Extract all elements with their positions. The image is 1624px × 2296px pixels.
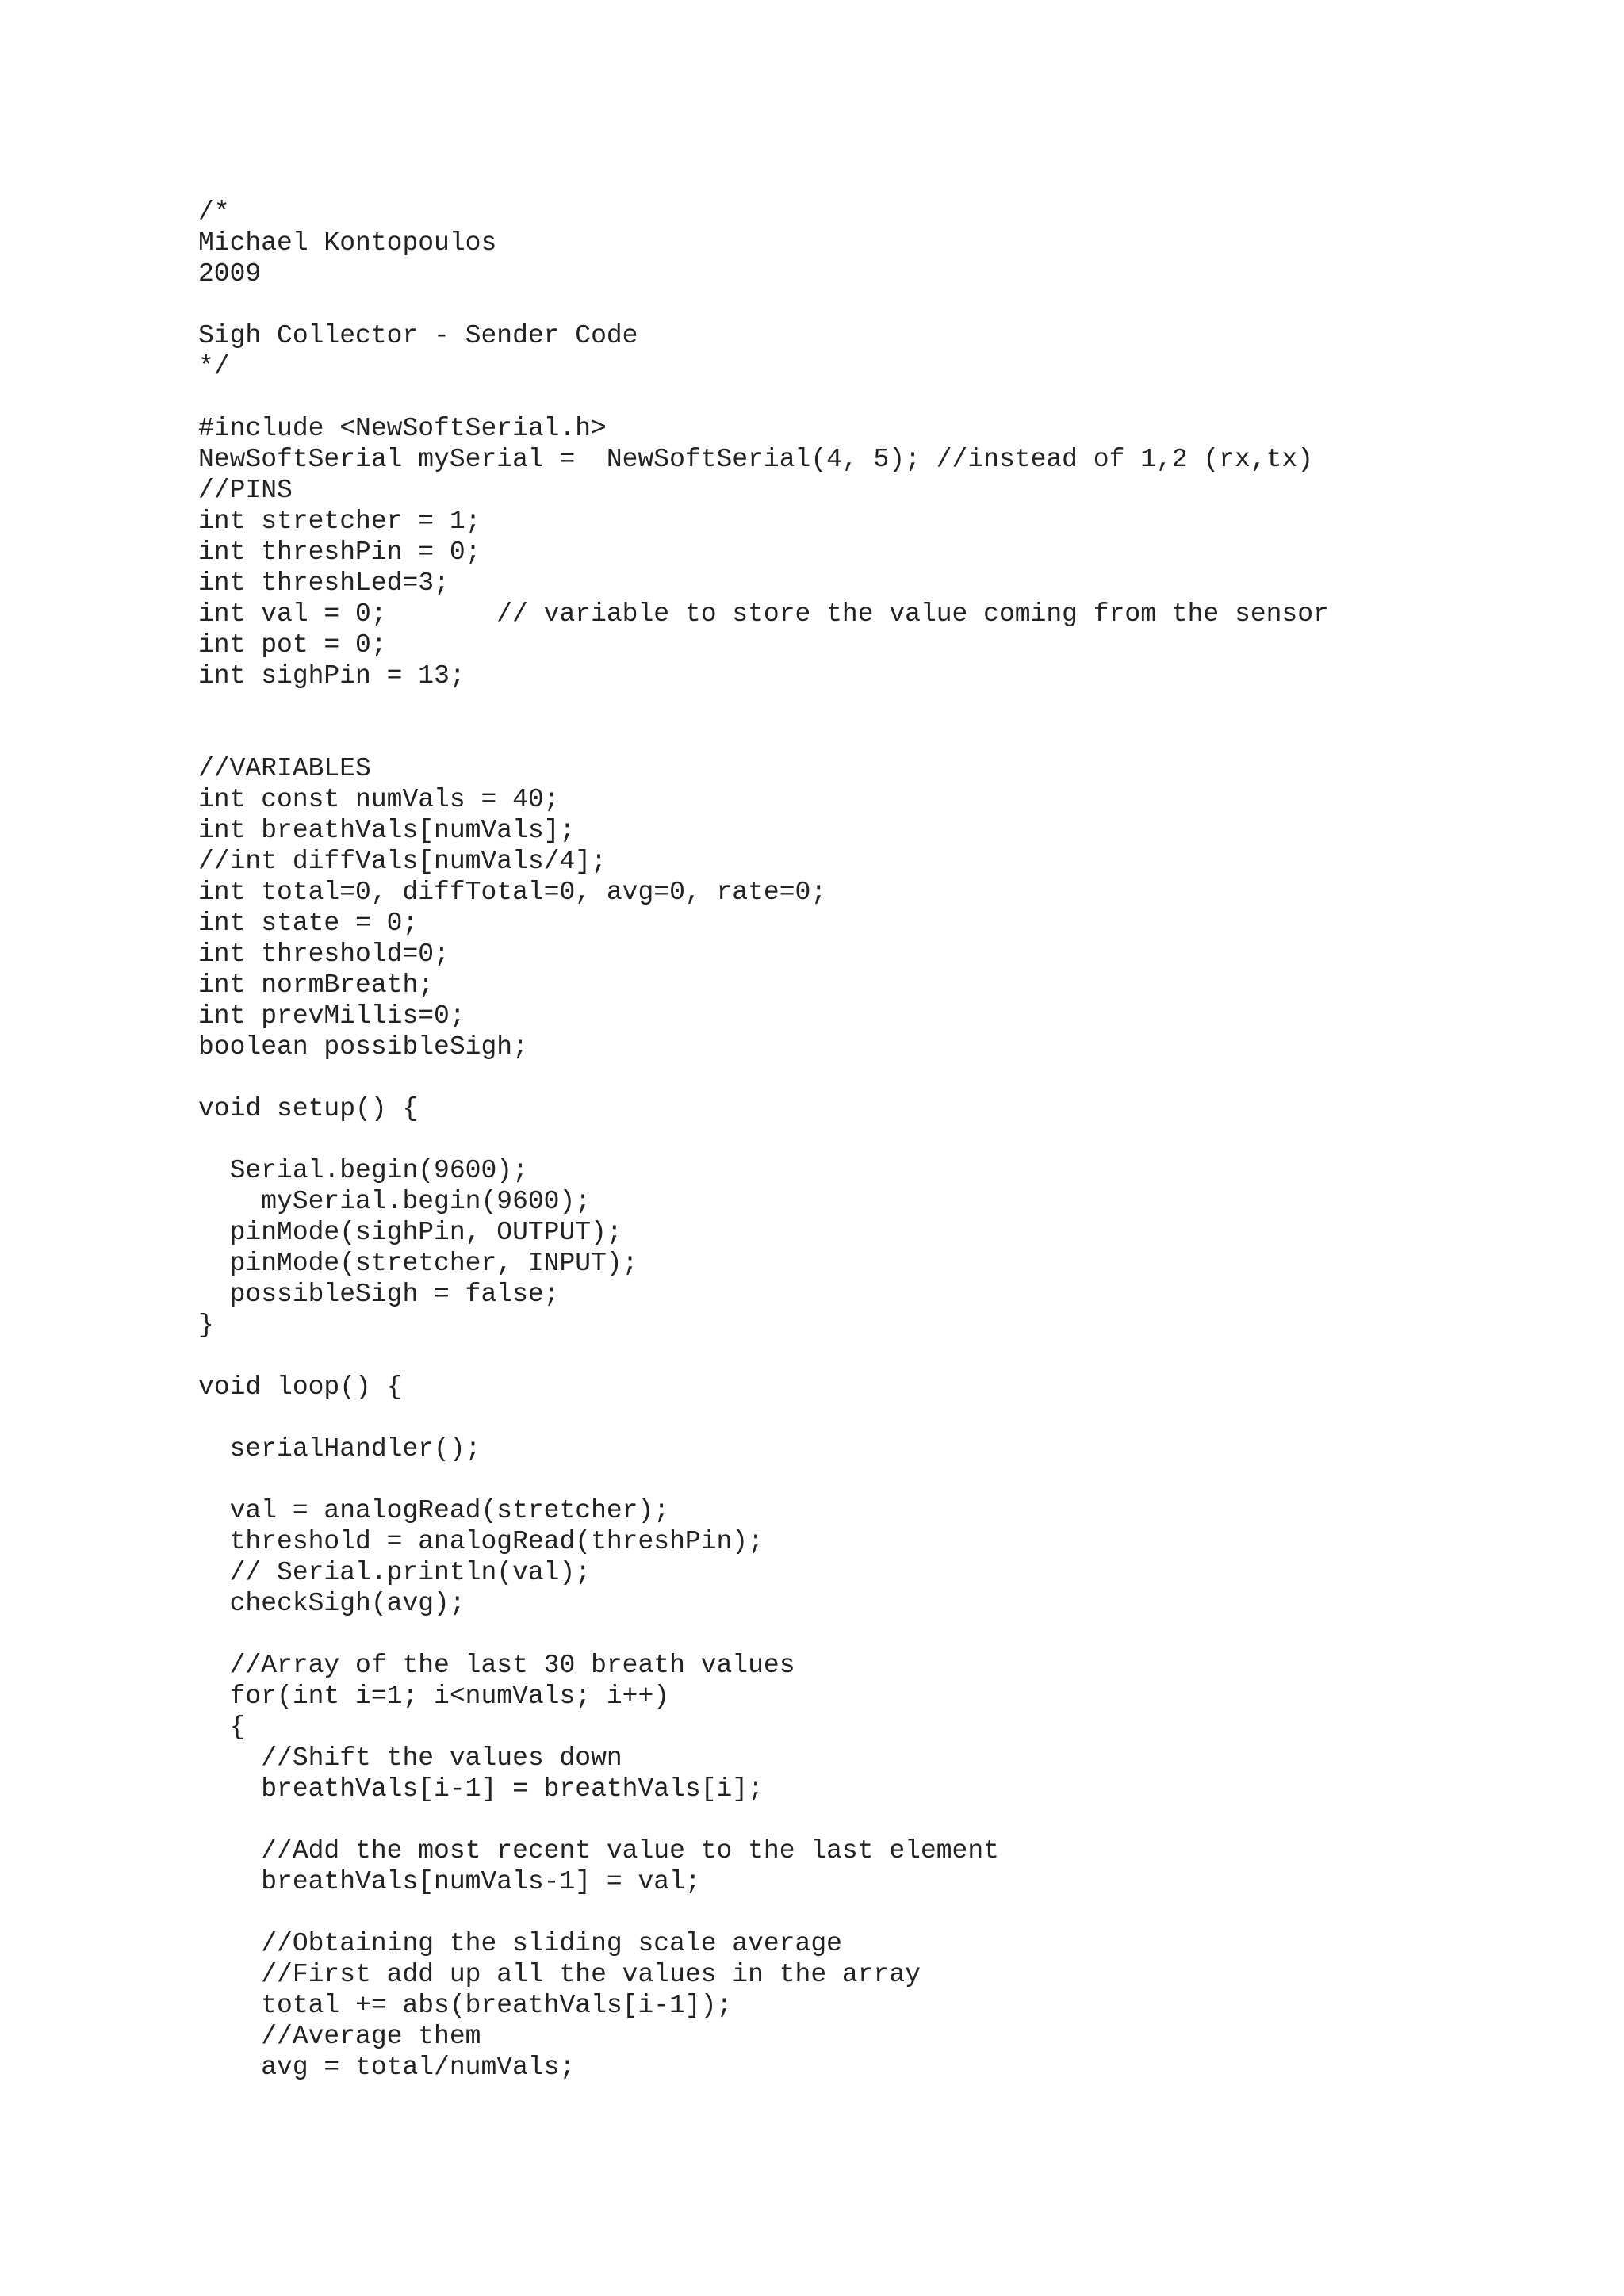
code-line: Sigh Collector - Sender Code [198,321,638,350]
code-line: //Add the most recent value to the last element [198,1836,999,1866]
code-line [198,1619,1329,1650]
code-line: int val = 0; // variable to store the value coming from the sensor [198,599,1329,629]
code-line: int total=0, diffTotal=0, avg=0, rate=0; [198,878,827,907]
code-line [198,722,1329,753]
code-line: NewSoftSerial mySerial = NewSoftSerial(4, 5); //instead of 1,2 (rx,tx) [198,445,1314,474]
code-line: avg = total/numVals; [198,2053,576,2082]
code-line [198,691,1329,722]
code-line: pinMode(stretcher, INPUT); [198,1249,638,1278]
code-line: for(int i=1; i<numVals; i++) [198,1682,670,1711]
code-line: //Average them [198,2022,481,2051]
code-line [198,1804,1329,1835]
code-line: threshold = analogRead(threshPin); [198,1527,764,1556]
code-listing [198,197,1329,2083]
code-line [198,289,1329,320]
code-line: void loop() { [198,1372,403,1402]
code-line: #include <NewSoftSerial.h> [198,414,607,443]
code-line [198,1402,1329,1433]
code-line: total += abs(breathVals[i-1]); [198,1991,733,2020]
code-line [198,382,1329,413]
code-line [198,1124,1329,1155]
code-line: int breathVals[numVals]; [198,816,576,845]
code-line: boolean possibleSigh; [198,1032,528,1062]
code-line: void setup() { [198,1094,419,1123]
code-line [198,1897,1329,1928]
code-line: int const numVals = 40; [198,785,560,814]
code-line: //VARIABLES [198,754,371,783]
code-line: serialHandler(); [198,1434,481,1464]
code-line: int normBreath; [198,970,435,1000]
code-line [198,1464,1329,1495]
code-line: int pot = 0; [198,630,387,660]
code-line: 2009 [198,259,262,289]
code-line: Michael Kontopoulos [198,228,497,258]
code-line: //PINS [198,476,293,505]
code-line: //Array of the last 30 breath values [198,1651,795,1680]
code-line: mySerial.begin(9600); [198,1187,592,1216]
code-line: pinMode(sighPin, OUTPUT); [198,1218,622,1247]
code-line: /* [198,197,230,227]
code-line: breathVals[i-1] = breathVals[i]; [198,1774,764,1804]
code-line: int state = 0; [198,909,419,938]
code-line: { [198,1712,246,1742]
code-line: //First add up all the values in the array [198,1960,921,1989]
code-line: int threshold=0; [198,939,450,969]
code-line [198,1341,1329,1372]
code-line: //Shift the values down [198,1743,622,1773]
code-line: int threshLed=3; [198,568,450,598]
code-line: // Serial.println(val); [198,1558,592,1587]
code-line [198,1062,1329,1093]
code-line: checkSigh(avg); [198,1589,465,1618]
code-line: } [198,1311,214,1340]
code-line: Serial.begin(9600); [198,1156,528,1185]
code-line: //Obtaining the sliding scale average [198,1929,842,1958]
code-line: //int diffVals[numVals/4]; [198,847,607,876]
code-line: breathVals[numVals-1] = val; [198,1867,701,1896]
code-line: val = analogRead(stretcher); [198,1496,670,1525]
code-line: int prevMillis=0; [198,1001,465,1031]
code-line: int sighPin = 13; [198,661,465,691]
code-line: */ [198,352,230,381]
code-line: int stretcher = 1; [198,507,481,536]
code-line: possibleSigh = false; [198,1280,560,1309]
code-line: int threshPin = 0; [198,538,481,567]
